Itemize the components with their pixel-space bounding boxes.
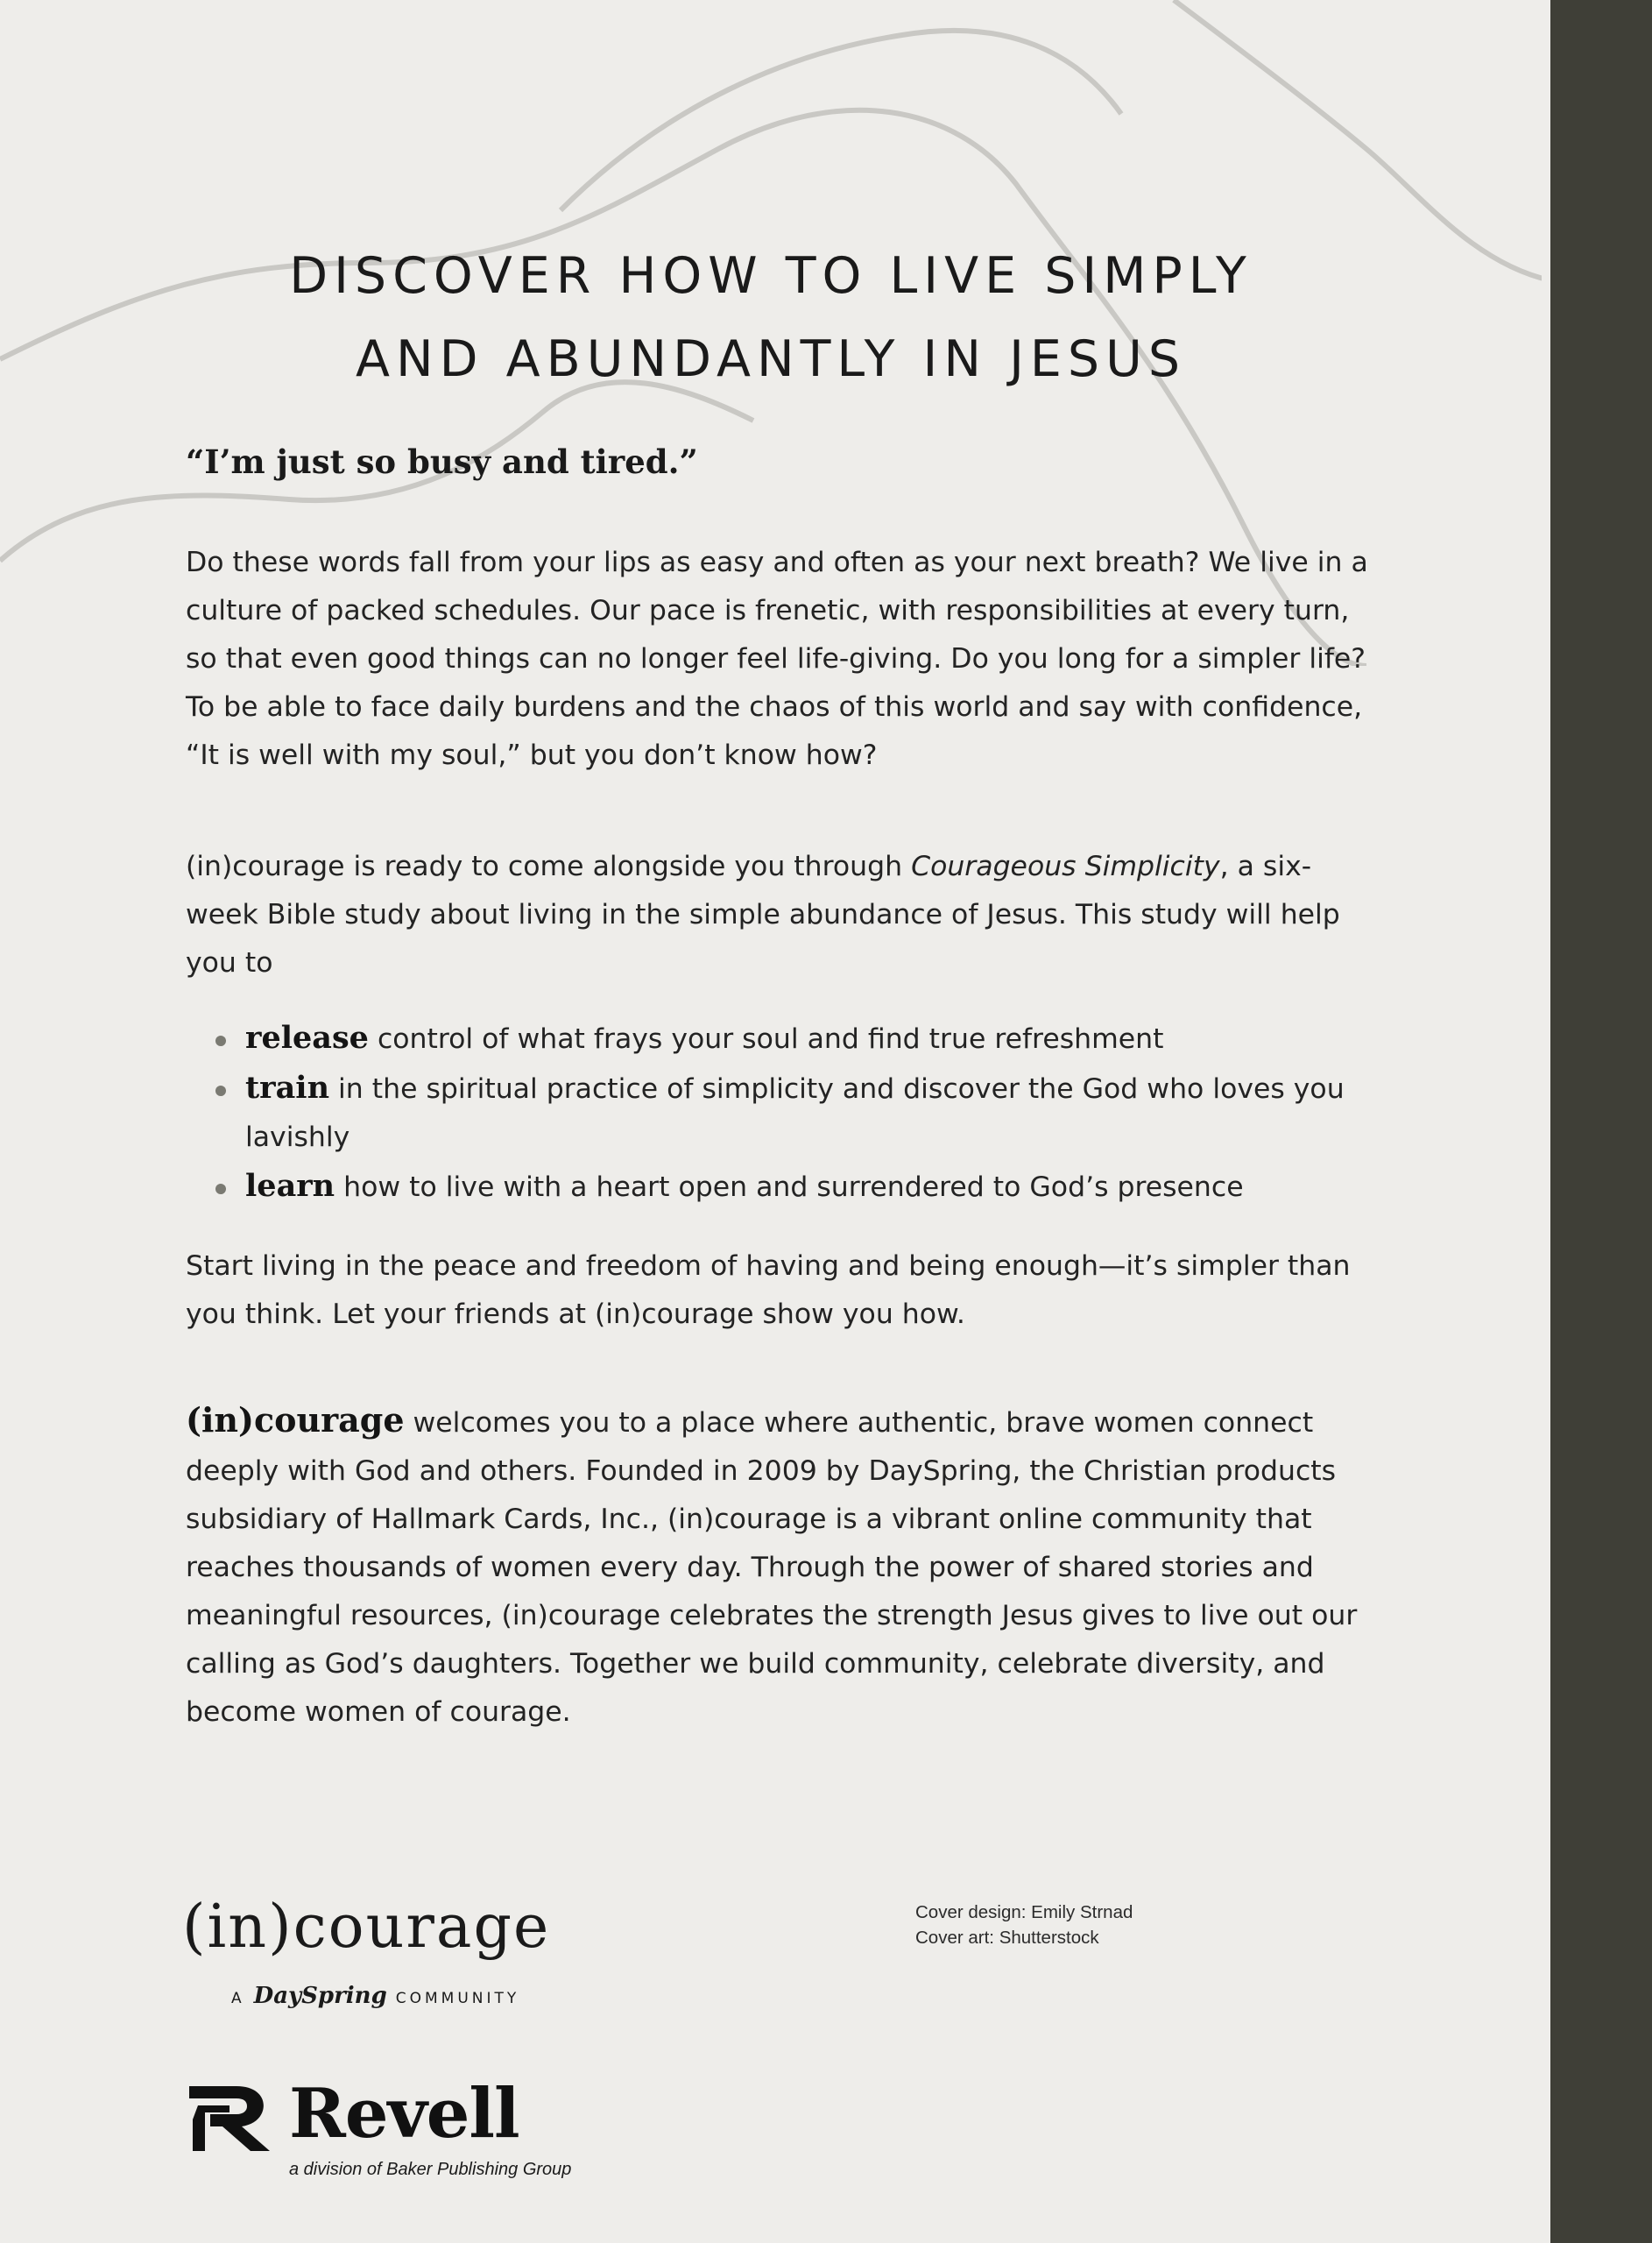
dayspring-community-tagline	[231, 1983, 519, 2009]
headline	[186, 235, 1356, 401]
bullet-keyword: learn	[245, 1168, 335, 1204]
bullet-keyword: release	[245, 1020, 369, 1056]
about-text: welcomes you to a place where authentic, brave women connect deeply with God and others. Founded in 2009 by DaySpring, the Christian products subsidiary of Hallmark Cards, Inc., (in)courage is a vibrant online community that reaches thousands of women every day. Through the power of shared stories and meaningful resources, (in)courage celebrates the strength Jesus gives to live out our calling as God’s daughters. Together we build community, celebrate diversity, and become women of courage.	[186, 1407, 1358, 1728]
book-title: Courageous Simplicity	[911, 851, 1220, 882]
publisher-tagline: a division of Baker Publishing Group	[289, 2160, 572, 2179]
revell-wordmark: Revell	[289, 2074, 519, 2154]
about-brand: (in)courage	[186, 1400, 405, 1440]
bullet-text: how to live with a heart open and surrendered to God’s presence	[335, 1171, 1244, 1203]
tagline-prefix: A	[231, 1990, 245, 2007]
closing-paragraph: Start living in the peace and freedom of having and being enough—it’s simpler than you think. Let your friends at (in)courage show you how.	[186, 1250, 1351, 1330]
revell-r-icon	[186, 2079, 289, 2155]
bullet-dot-icon	[215, 1184, 226, 1194]
study-paragraph	[186, 843, 1377, 987]
incourage-logo: (in)courage	[182, 1893, 551, 1962]
headline-line-2: AND ABUNDANTLY IN JESUS	[355, 330, 1187, 388]
bullet-text: control of what frays your soul and find true refreshment	[368, 1023, 1164, 1055]
list-item	[186, 1014, 1377, 1064]
intro-paragraph: Do these words fall from your lips as easy and often as your next breath? We live in a culture of packed schedules. Our pace is frenetic, with responsibilities at every turn, so that even good things can no longer feel life-giving. Do you long for a simpler life? To be able to face daily burdens and the chaos of this world and say with confidence, “It is well with my soul,” but you don’t know how?	[186, 547, 1368, 771]
benefits-list	[186, 1014, 1377, 1212]
pull-quote: “I’m just so busy and tired.”	[186, 442, 698, 481]
about-paragraph	[186, 1396, 1377, 1737]
study-paragraph-start: (in)courage is ready to come alongside you through	[186, 851, 912, 882]
headline-line-1: DISCOVER HOW TO LIVE SIMPLY	[289, 247, 1253, 305]
bullet-text: in the spiritual practice of simplicity and discover the God who loves you lavishly	[245, 1073, 1345, 1153]
cover-design-credit: Cover design: Emily Strnad	[915, 1902, 1133, 1922]
publisher-logo	[186, 2074, 641, 2193]
bullet-keyword: train	[245, 1070, 330, 1106]
cover-credits	[915, 1900, 1133, 1950]
list-item	[186, 1064, 1377, 1162]
dayspring-wordmark: DaySpring	[253, 1983, 387, 2009]
cover-art-credit: Cover art: Shutterstock	[915, 1928, 1099, 1948]
study-paragraph-end: , a six-week Bible study about living in the simple abundance of Jesus. This study will help you to	[186, 851, 1340, 979]
tagline-suffix: COMMUNITY	[395, 1990, 520, 2007]
list-item	[186, 1162, 1377, 1212]
bullet-dot-icon	[215, 1036, 226, 1046]
bullet-dot-icon	[215, 1086, 226, 1096]
book-spine	[1550, 0, 1652, 2243]
